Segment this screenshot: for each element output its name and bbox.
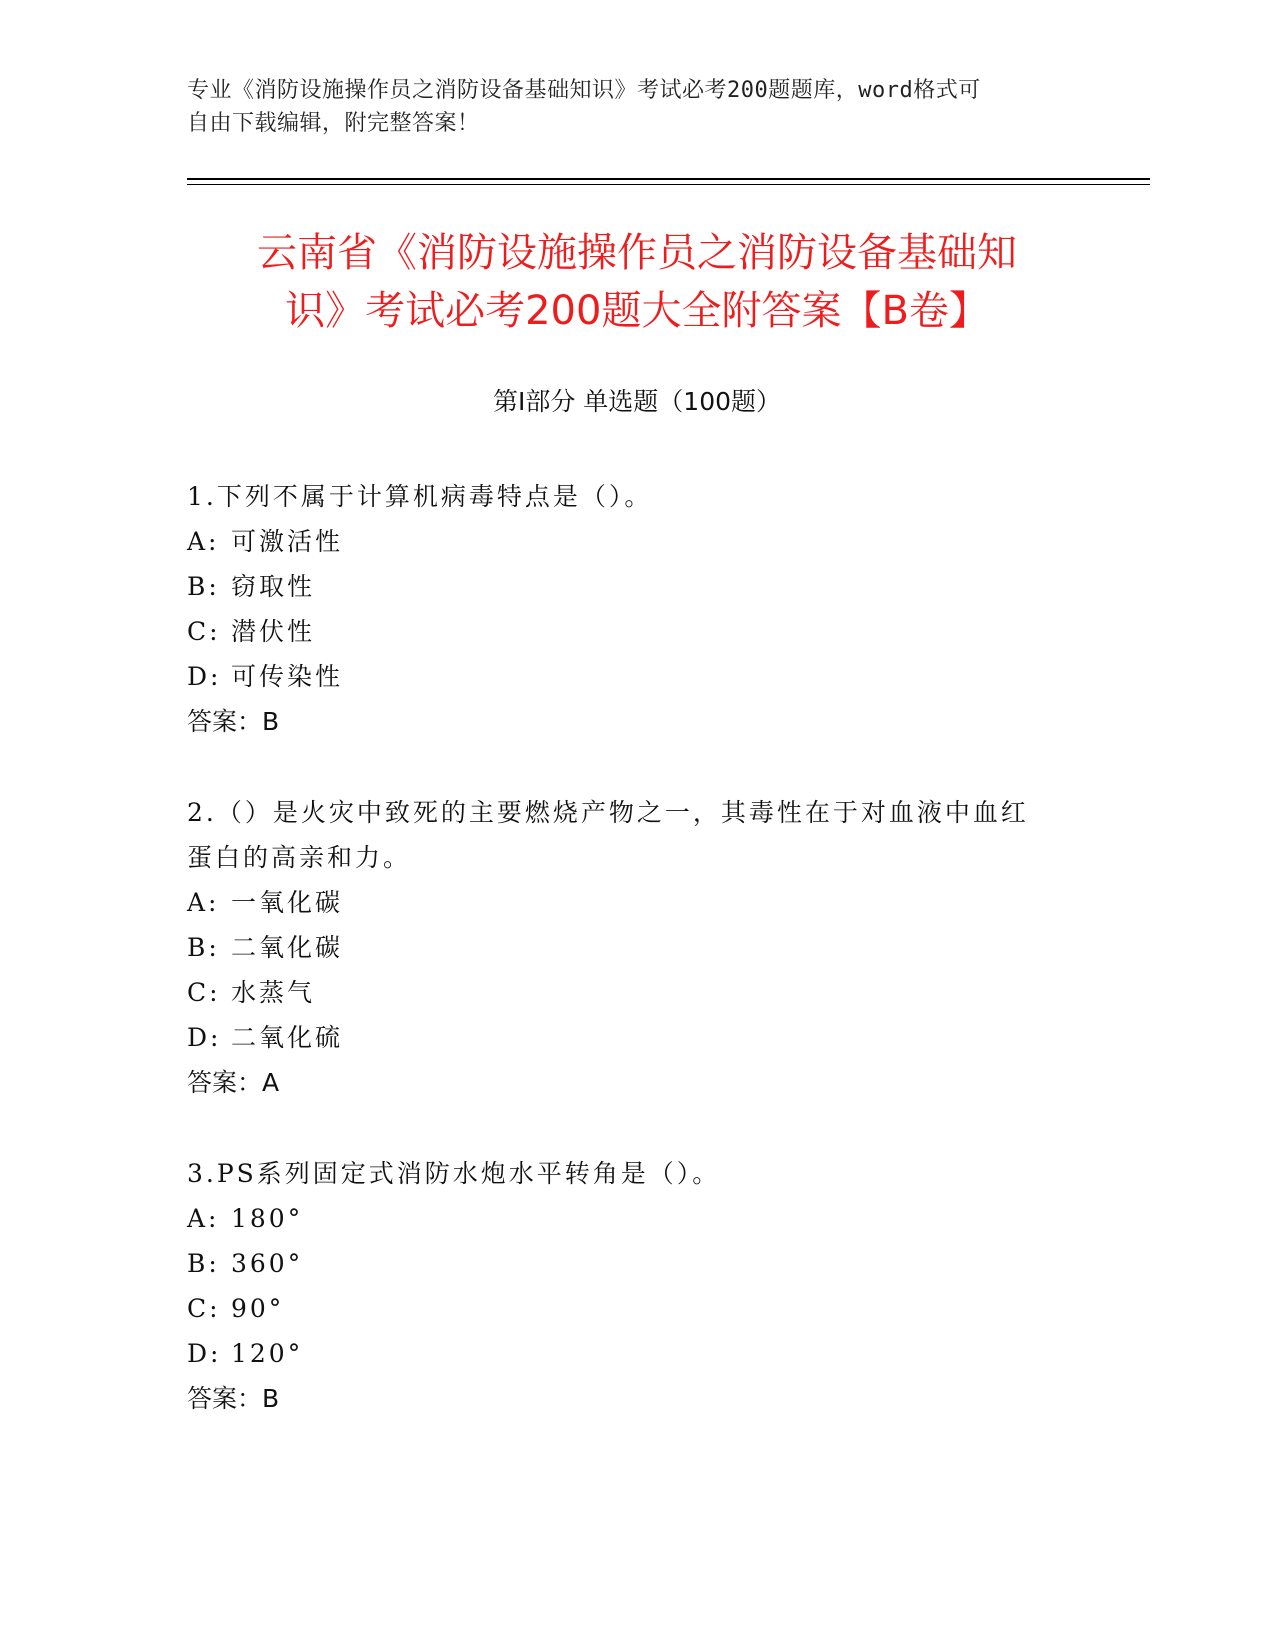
option-key: B: [187,933,220,962]
option-text: 120° [231,1339,304,1368]
option-text: 360° [231,1249,304,1278]
option-b [187,1241,1067,1286]
document-title [187,224,1087,340]
option-a [187,880,1067,925]
question-stem-continued: 蛋白的高亲和力。 [187,843,412,872]
option-d [187,1331,1067,1376]
option-text: 二氧化碳 [231,933,344,962]
option-text: 一氧化碳 [231,888,344,917]
option-b [187,564,1067,609]
option-key: A: [187,1204,220,1233]
option-key: B: [187,572,220,601]
option-text: 90° [231,1294,285,1323]
option-d [187,654,1067,699]
header-divider-thick [187,178,1150,180]
header-note-line-1: 专业《消防设施操作员之消防设备基础知识》考试必考200题题库，word格式可 [187,78,981,103]
question-2 [187,790,1067,1105]
option-key: A: [187,527,220,556]
option-text: 潜伏性 [231,617,316,646]
question-stem: 3.PS系列固定式消防水炮水平转角是（）。 [187,1159,721,1188]
option-b [187,925,1067,970]
option-key: C: [187,1294,221,1323]
header-divider-thin [187,184,1150,185]
question-3 [187,1151,1067,1421]
question-stem: 2.（）是火灾中致死的主要燃烧产物之一，其毒性在于对血液中血红 [187,798,1029,827]
option-key: B: [187,1249,220,1278]
option-c [187,609,1067,654]
option-c [187,970,1067,1015]
answer: 答案：B [187,707,280,736]
document-title-line-2: 识》考试必考200题大全附答案【B卷】 [285,288,989,334]
question-1 [187,474,1067,744]
option-text: 180° [231,1204,304,1233]
option-a [187,519,1067,564]
option-key: D: [187,1023,222,1052]
option-key: A: [187,888,220,917]
header-note-line-2: 自由下载编辑，附完整答案！ [187,111,480,136]
option-key: C: [187,978,221,1007]
option-text: 可激活性 [231,527,344,556]
option-text: 窃取性 [231,572,316,601]
option-key: D: [187,1339,222,1368]
section-title: 第Ⅰ部分 单选题（100题） [492,387,782,416]
document-title-line-1: 云南省《消防设施操作员之消防设备基础知 [257,230,1017,276]
option-key: D: [187,662,222,691]
option-key: C: [187,617,221,646]
option-text: 可传染性 [231,662,344,691]
answer: 答案：B [187,1384,280,1413]
answer: 答案：A [187,1068,280,1097]
question-stem: 1.下列不属于计算机病毒特点是（）。 [187,482,653,511]
option-d [187,1015,1067,1060]
question-list [187,474,1067,1467]
header-note [187,74,1067,140]
option-a [187,1196,1067,1241]
option-c [187,1286,1067,1331]
option-text: 水蒸气 [231,978,316,1007]
option-text: 二氧化硫 [231,1023,344,1052]
